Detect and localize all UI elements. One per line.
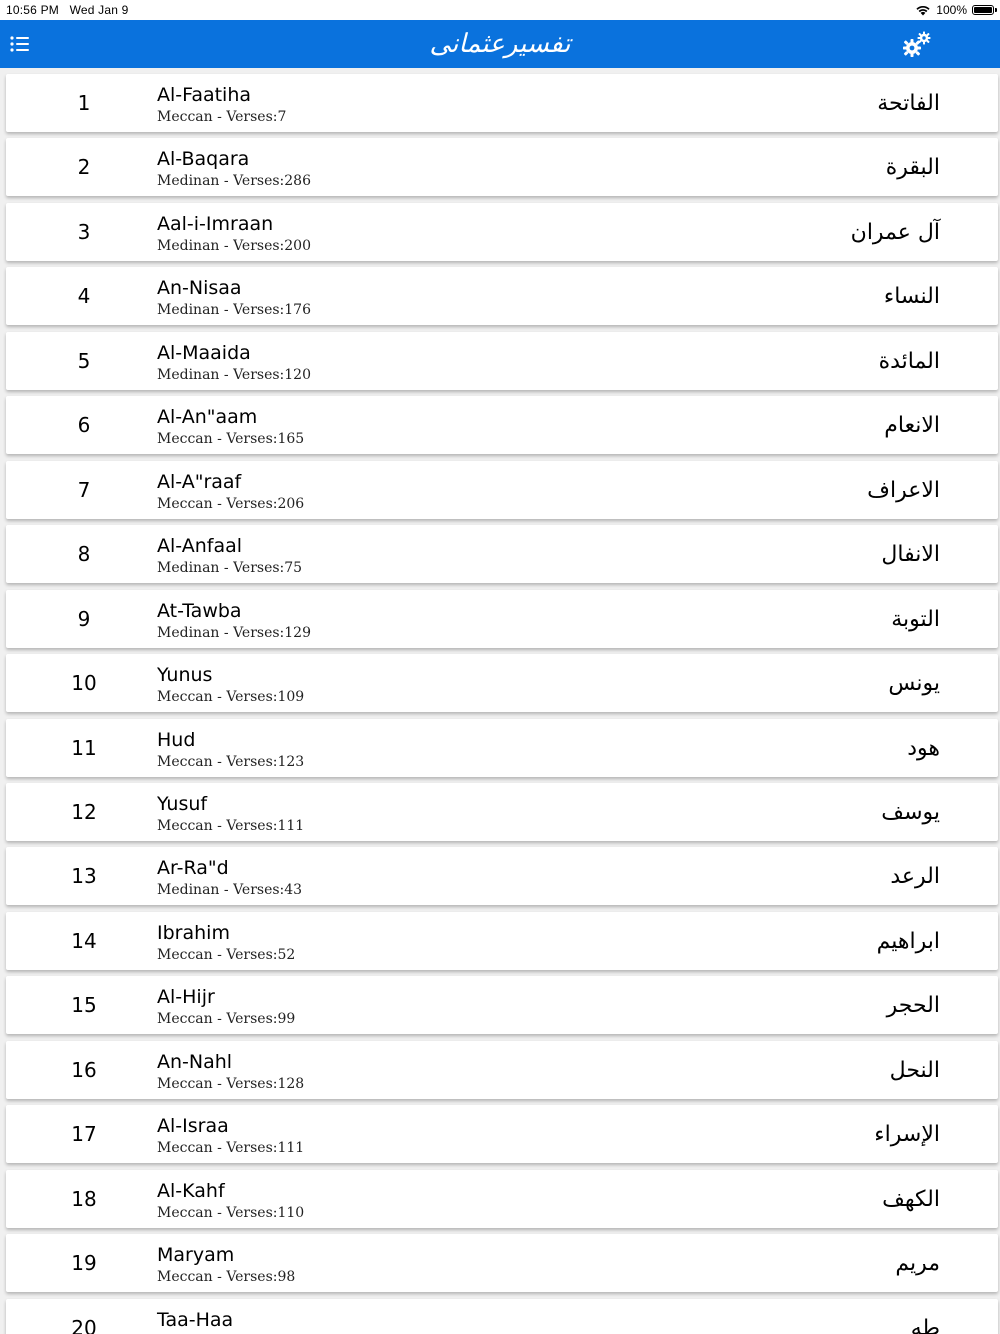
surah-type: Medinan xyxy=(157,625,220,641)
details-separator: - xyxy=(219,882,234,898)
surah-type: Meccan xyxy=(157,1011,213,1027)
surah-verses: Verses:109 xyxy=(226,689,305,705)
surah-row[interactable] xyxy=(6,783,998,841)
battery-icon xyxy=(972,5,994,15)
surah-details xyxy=(157,109,286,125)
surah-verses: Verses:52 xyxy=(226,947,296,963)
settings-button[interactable] xyxy=(900,28,934,60)
surah-number: 17 xyxy=(71,1122,97,1146)
surah-arabic-name: الانعام xyxy=(884,413,940,438)
surah-name: Aal-i-Imraan xyxy=(157,213,274,235)
surah-name: Al-Kahf xyxy=(157,1180,225,1202)
surah-list[interactable] xyxy=(0,68,1000,1334)
surah-number: 3 xyxy=(77,220,91,244)
surah-row[interactable] xyxy=(6,654,998,712)
details-separator: - xyxy=(219,173,234,189)
surah-name: Ar-Ra"d xyxy=(157,857,229,879)
surah-number: 11 xyxy=(71,736,97,760)
status-bar xyxy=(0,0,1000,20)
surah-verses: Verses:176 xyxy=(233,302,311,318)
surah-number: 13 xyxy=(71,864,97,888)
surah-row[interactable] xyxy=(6,74,998,132)
surah-number: 10 xyxy=(71,671,97,695)
details-separator: - xyxy=(212,1140,227,1156)
status-time-date xyxy=(6,3,129,17)
surah-number: 6 xyxy=(77,413,91,437)
details-separator: - xyxy=(212,947,227,963)
surah-arabic-name: المائدة xyxy=(878,349,940,374)
status-date: Wed Jan 9 xyxy=(69,3,129,17)
surah-row[interactable] xyxy=(6,138,998,196)
surah-arabic-name: النحل xyxy=(889,1058,940,1083)
surah-name: At-Tawba xyxy=(157,600,242,622)
surah-row[interactable] xyxy=(6,332,998,390)
surah-type: Meccan xyxy=(157,1140,213,1156)
surah-row[interactable] xyxy=(6,461,998,519)
surah-details xyxy=(157,431,304,447)
surah-arabic-name: ابراهيم xyxy=(876,929,940,954)
surah-name: Taa-Haa xyxy=(157,1309,234,1331)
surah-row[interactable] xyxy=(6,976,998,1034)
surah-details xyxy=(157,238,311,254)
surah-row[interactable] xyxy=(6,1170,998,1228)
surah-details xyxy=(157,496,304,512)
surah-type: Meccan xyxy=(157,754,213,770)
surah-arabic-name: هود xyxy=(907,736,940,761)
details-separator: - xyxy=(212,109,227,125)
surah-name: Al-Anfaal xyxy=(157,535,243,557)
surah-arabic-name: النساء xyxy=(883,284,940,309)
surah-verses: Verses:286 xyxy=(233,173,311,189)
surah-number: 8 xyxy=(77,542,91,566)
surah-type: Meccan xyxy=(157,1269,213,1285)
surah-verses: Verses:120 xyxy=(233,367,311,383)
surah-type: Meccan xyxy=(157,947,213,963)
details-separator: - xyxy=(219,625,234,641)
surah-details xyxy=(157,1011,295,1027)
details-separator: - xyxy=(219,560,234,576)
details-separator: - xyxy=(212,1011,227,1027)
surah-arabic-name: يونس xyxy=(888,671,940,696)
status-time: 10:56 PM xyxy=(6,3,59,17)
details-separator: - xyxy=(219,302,234,318)
surah-row[interactable] xyxy=(6,396,998,454)
surah-name: Al-An"aam xyxy=(157,406,258,428)
surah-details xyxy=(157,1140,304,1156)
surah-number: 7 xyxy=(77,478,91,502)
surah-verses: Verses:200 xyxy=(233,238,311,254)
battery-percent: 100% xyxy=(936,3,967,17)
surah-type: Meccan xyxy=(157,1205,213,1221)
surah-verses: Verses:75 xyxy=(233,560,303,576)
surah-type: Medinan xyxy=(157,238,220,254)
surah-details xyxy=(157,302,311,318)
surah-details xyxy=(157,882,302,898)
details-separator: - xyxy=(212,496,227,512)
details-separator: - xyxy=(212,1269,227,1285)
surah-name: Al-A"raaf xyxy=(157,471,242,493)
surah-row[interactable] xyxy=(6,1234,998,1292)
surah-row[interactable] xyxy=(6,203,998,261)
surah-number: 9 xyxy=(77,607,91,631)
surah-verses: Verses:110 xyxy=(226,1205,305,1221)
page-title: تفسیرعثمانی xyxy=(429,29,571,59)
surah-name: Al-Maaida xyxy=(157,342,251,364)
surah-number: 5 xyxy=(77,349,91,373)
surah-verses: Verses:128 xyxy=(226,1076,305,1092)
surah-details xyxy=(157,560,302,576)
details-separator: - xyxy=(212,689,227,705)
surah-verses: Verses:111 xyxy=(226,1140,305,1156)
surah-verses: Verses:165 xyxy=(226,431,305,447)
surah-number: 19 xyxy=(71,1251,97,1275)
surah-name: Al-Israa xyxy=(157,1115,229,1137)
surah-row[interactable] xyxy=(6,1299,998,1334)
details-separator: - xyxy=(212,754,227,770)
surah-verses: Verses:111 xyxy=(226,818,305,834)
surah-name: Al-Faatiha xyxy=(157,84,252,106)
surah-type: Meccan xyxy=(157,496,213,512)
surah-arabic-name: يوسف xyxy=(881,800,940,825)
surah-number: 14 xyxy=(71,929,97,953)
surah-arabic-name: طه xyxy=(910,1316,940,1334)
details-separator: - xyxy=(219,238,234,254)
surah-verses: Verses:43 xyxy=(233,882,303,898)
surah-type: Meccan xyxy=(157,431,213,447)
surah-arabic-name: الانفال xyxy=(881,542,940,567)
details-separator: - xyxy=(212,1076,227,1092)
surah-type: Medinan xyxy=(157,367,220,383)
surah-type: Medinan xyxy=(157,560,220,576)
surah-type: Medinan xyxy=(157,302,220,318)
surah-details xyxy=(157,754,304,770)
surah-type: Medinan xyxy=(157,882,220,898)
surah-arabic-name: الرعد xyxy=(890,864,940,889)
surah-type: Meccan xyxy=(157,818,213,834)
surah-row[interactable] xyxy=(6,1105,998,1163)
surah-type: Meccan xyxy=(157,689,213,705)
surah-details xyxy=(157,689,304,705)
surah-details xyxy=(157,947,295,963)
surah-details xyxy=(157,367,311,383)
surah-name: Ibrahim xyxy=(157,922,230,944)
surah-number: 12 xyxy=(71,800,97,824)
surah-verses: Verses:7 xyxy=(226,109,287,125)
surah-details xyxy=(157,1269,295,1285)
surah-arabic-name: الكهف xyxy=(882,1187,940,1212)
surah-row[interactable] xyxy=(6,912,998,970)
details-separator: - xyxy=(219,367,234,383)
surah-row[interactable] xyxy=(6,267,998,325)
surah-number: 1 xyxy=(77,91,91,115)
surah-name: Al-Hijr xyxy=(157,986,215,1008)
nav-bar xyxy=(0,20,1000,68)
surah-arabic-name: الفاتحة xyxy=(877,91,940,116)
surah-type: Meccan xyxy=(157,109,213,125)
surah-number: 18 xyxy=(71,1187,97,1211)
surah-details xyxy=(157,625,311,641)
surah-arabic-name: البقرة xyxy=(885,155,940,180)
surah-name: Hud xyxy=(157,729,196,751)
surah-number: 16 xyxy=(71,1058,97,1082)
gears-icon xyxy=(900,28,934,60)
surah-row[interactable] xyxy=(6,525,998,583)
surah-row[interactable] xyxy=(6,1041,998,1099)
surah-name: Al-Baqara xyxy=(157,148,250,170)
surah-row[interactable] xyxy=(6,590,998,648)
surah-arabic-name: الحجر xyxy=(886,993,940,1018)
surah-name: Yunus xyxy=(157,664,213,686)
details-separator: - xyxy=(212,1205,227,1221)
status-indicators xyxy=(915,3,994,17)
surah-number: 15 xyxy=(71,993,97,1017)
surah-arabic-name: آل عمران xyxy=(850,220,940,245)
surah-number: 4 xyxy=(77,284,91,308)
surah-name: Maryam xyxy=(157,1244,235,1266)
surah-verses: Verses:129 xyxy=(233,625,311,641)
surah-verses: Verses:98 xyxy=(226,1269,296,1285)
wifi-icon xyxy=(915,4,931,16)
surah-verses: Verses:206 xyxy=(226,496,305,512)
surah-number: 2 xyxy=(77,155,91,179)
surah-details xyxy=(157,818,304,834)
surah-arabic-name: الاعراف xyxy=(867,478,940,503)
surah-number: 20 xyxy=(71,1316,97,1334)
surah-row[interactable] xyxy=(6,719,998,777)
surah-verses: Verses:99 xyxy=(226,1011,296,1027)
surah-details xyxy=(157,1205,304,1221)
details-separator: - xyxy=(212,818,227,834)
details-separator: - xyxy=(212,431,227,447)
surah-details xyxy=(157,173,311,189)
surah-type: Meccan xyxy=(157,1076,213,1092)
surah-arabic-name: الإسراء xyxy=(874,1122,940,1147)
surah-name: An-Nisaa xyxy=(157,277,242,299)
surah-row[interactable] xyxy=(6,847,998,905)
surah-details xyxy=(157,1076,304,1092)
surah-verses: Verses:123 xyxy=(226,754,305,770)
surah-name: An-Nahl xyxy=(157,1051,233,1073)
surah-name: Yusuf xyxy=(157,793,208,815)
surah-arabic-name: التوبة xyxy=(891,607,940,632)
surah-type: Medinan xyxy=(157,173,220,189)
surah-arabic-name: مريم xyxy=(895,1251,940,1276)
